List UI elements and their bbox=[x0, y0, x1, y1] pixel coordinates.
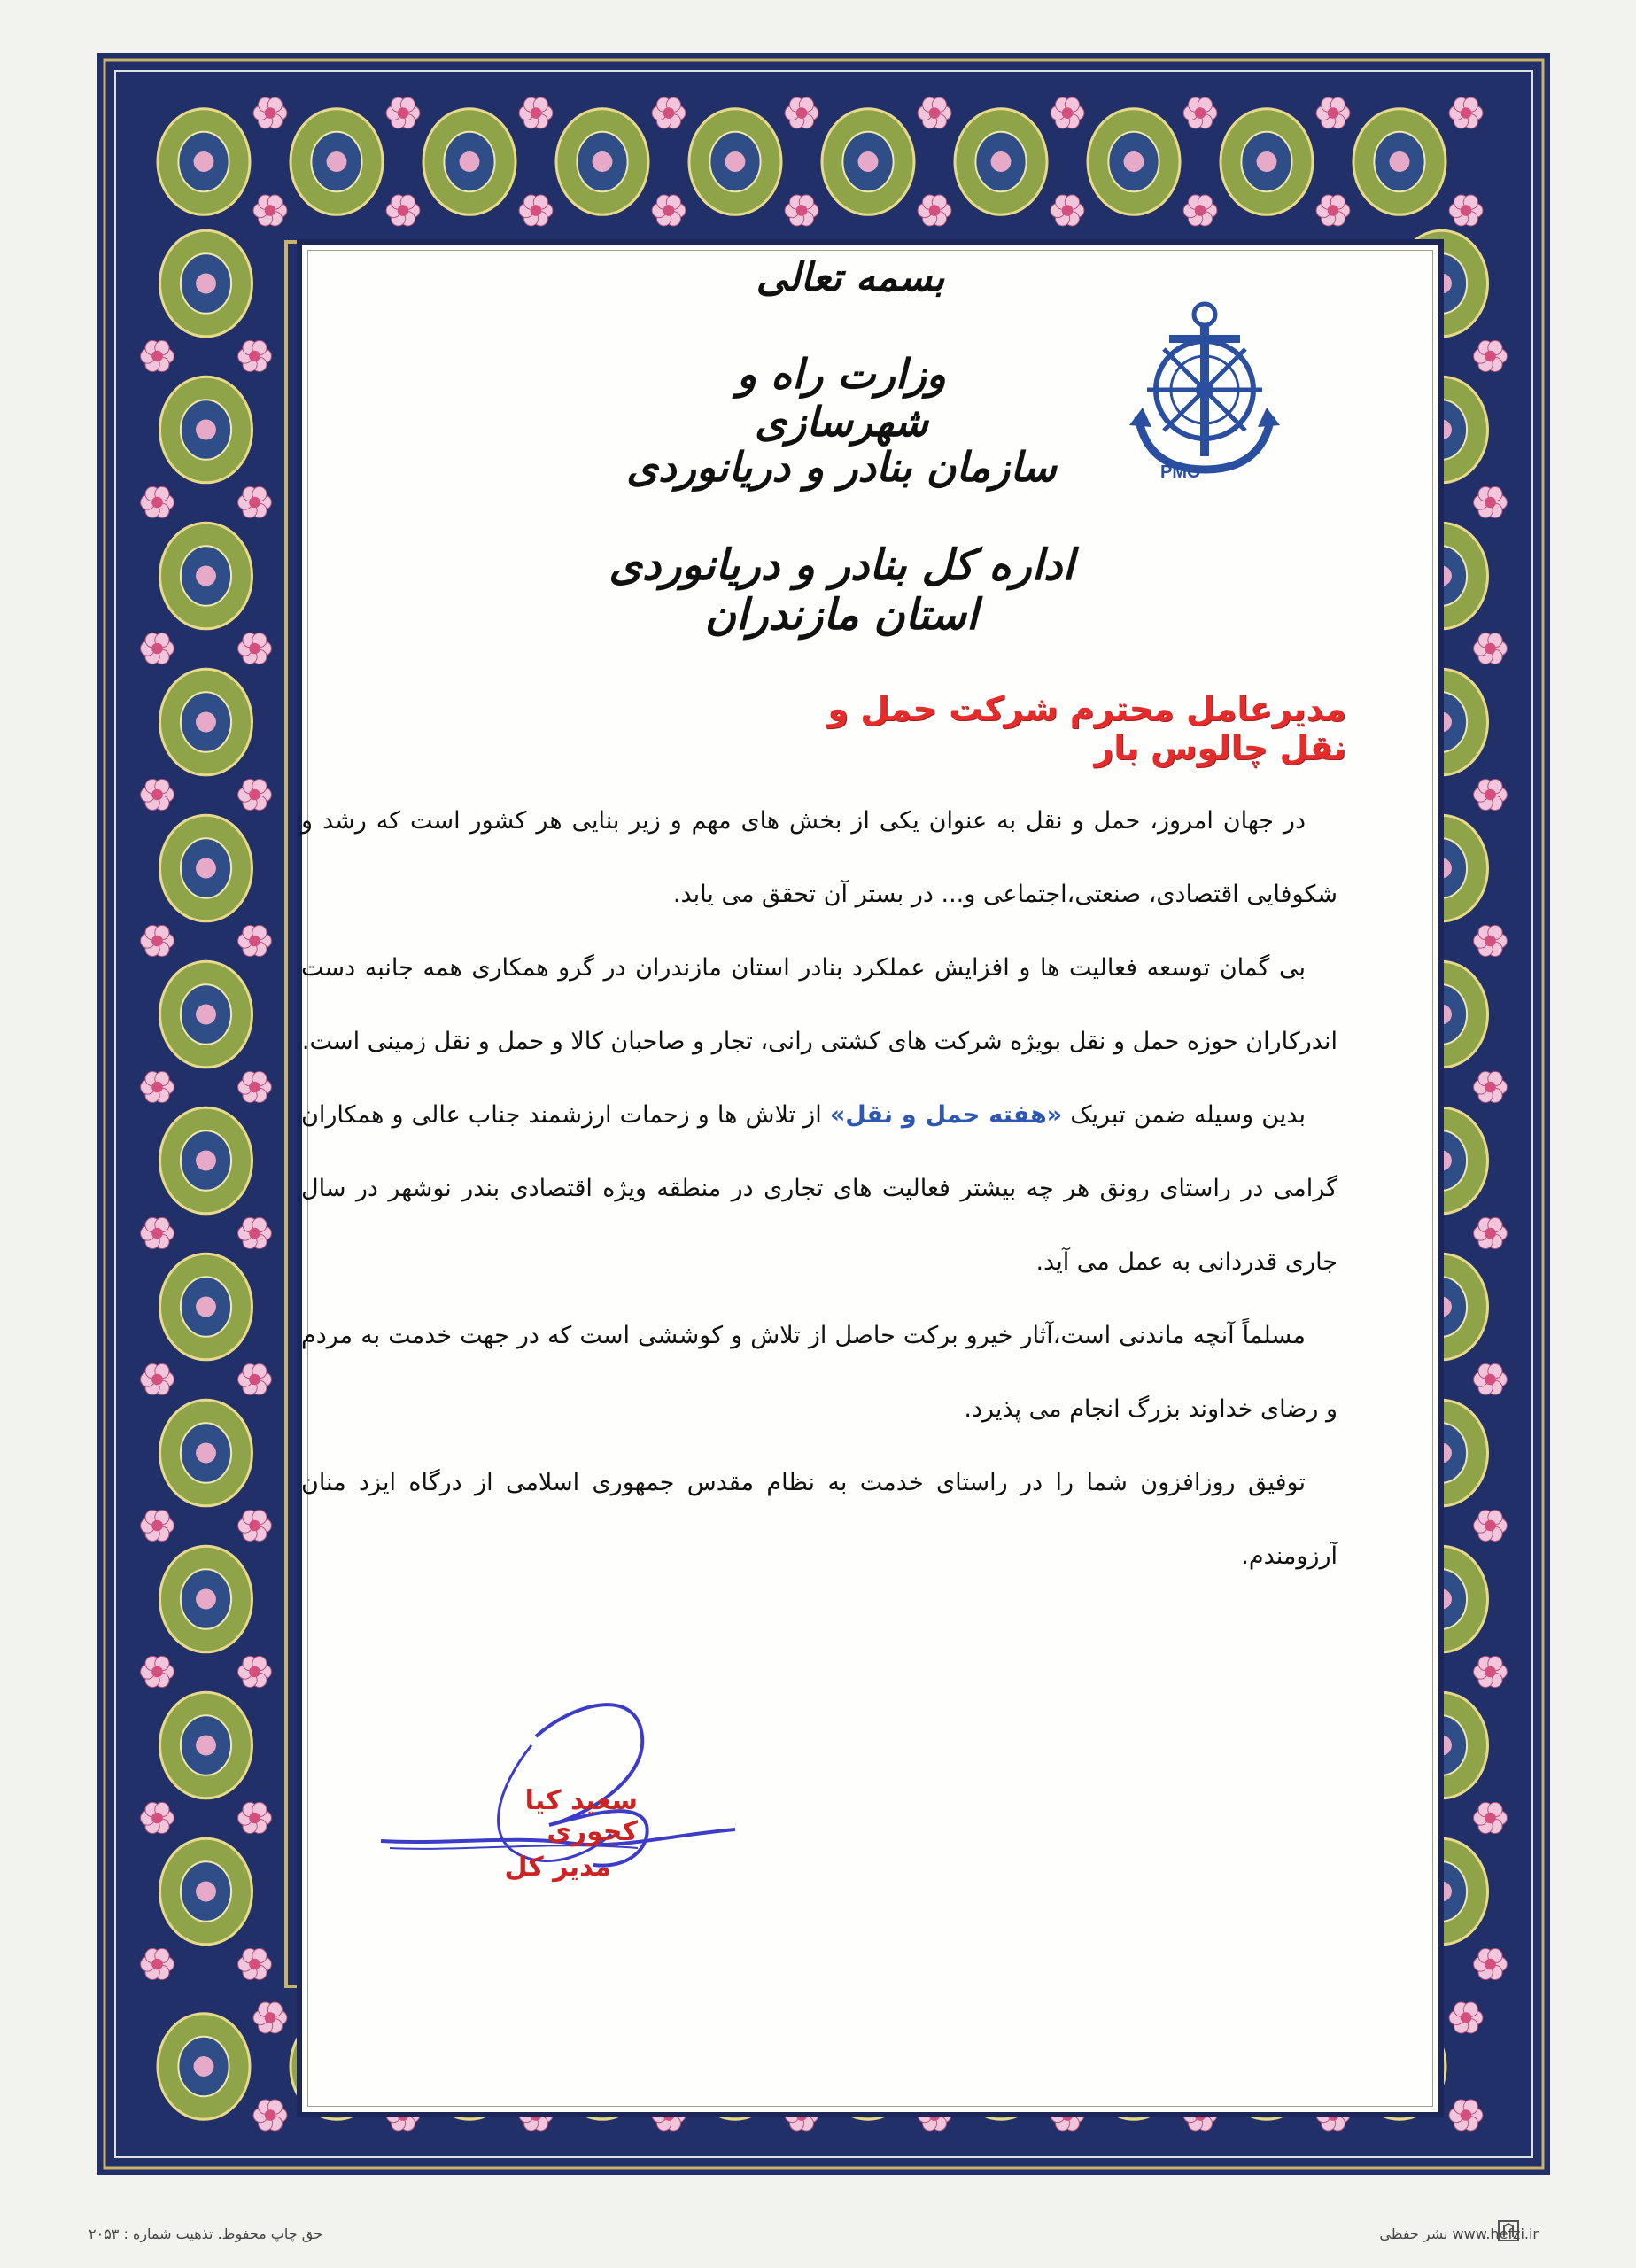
paragraph-3-end: از تلاش ها و زحمات ارزشمند جناب عالی و همکاران گرامی در راستای رونق هر چه بیشتر فعالیت های تجاری در منطقه ویژه اقتصادی بندر نوشهر در سال جاری قدردانی به عمل می آید. bbox=[301, 1101, 1337, 1276]
header-invocation: بسمه تعالی bbox=[756, 255, 945, 300]
paragraph-1: در جهان امروز، حمل و نقل به عنوان یکی از بخش های مهم و زیر بنایی هر کشور است که رشد و شکوفایی اقتصادی، صنعتی،اجتماعی و... در بستر آن تحقق می یابد. bbox=[301, 807, 1337, 908]
paragraph-5: توفیق روزافزون شما را در راستای خدمت به نظام مقدس جمهوری اسلامی از درگاه ایزد منان آرزومندم. bbox=[301, 1469, 1337, 1570]
signatory-title: مدیر کل bbox=[504, 1852, 611, 1883]
footer-copyright: حق چاپ محفوظ. تذهیب شماره : ۲۰۵۳ bbox=[89, 2225, 322, 2242]
footer-publisher: www.hefzi.ir نشر حفظی bbox=[1379, 2225, 1539, 2242]
paragraph-3 bbox=[301, 1078, 1337, 1299]
signatory-name: سعید کیا کجوری bbox=[524, 1785, 638, 1847]
header-ministry: وزارت راه و شهرسازی bbox=[736, 350, 947, 446]
header-organization: سازمان بنادر و دریانوردی bbox=[626, 443, 1057, 491]
paragraph-3-start: بدین وسیله ضمن تبریک bbox=[1070, 1101, 1306, 1129]
recipient-line: مدیرعامل محترم شرکت حمل و نقل چالوس بار bbox=[827, 689, 1346, 767]
logo-text: PMO bbox=[1160, 462, 1201, 482]
paragraph-2: بی گمان توسعه فعالیت ها و افزایش عملکرد بنادر استان مازندران در گرو همکاری همه جانبه دست اندرکاران حوزه حمل و نقل بویژه شرکت های کشتی رانی، تجار و صاحبان کالا و حمل و نقل زمینی است. bbox=[301, 954, 1337, 1055]
header-department: اداره کل بنادر و دریانوردی استان مازندران bbox=[609, 540, 1074, 640]
transport-week-highlight: «هفته حمل و نقل» bbox=[829, 1101, 1063, 1129]
letter-body bbox=[301, 784, 1337, 1593]
paragraph-4: مسلماً آنچه ماندنی است،آثار خیرو برکت حاصل از تلاش و کوششی است که در جهت خدمت به مردم و رضای خداوند بزرگ انجام می پذیرد. bbox=[301, 1322, 1337, 1423]
